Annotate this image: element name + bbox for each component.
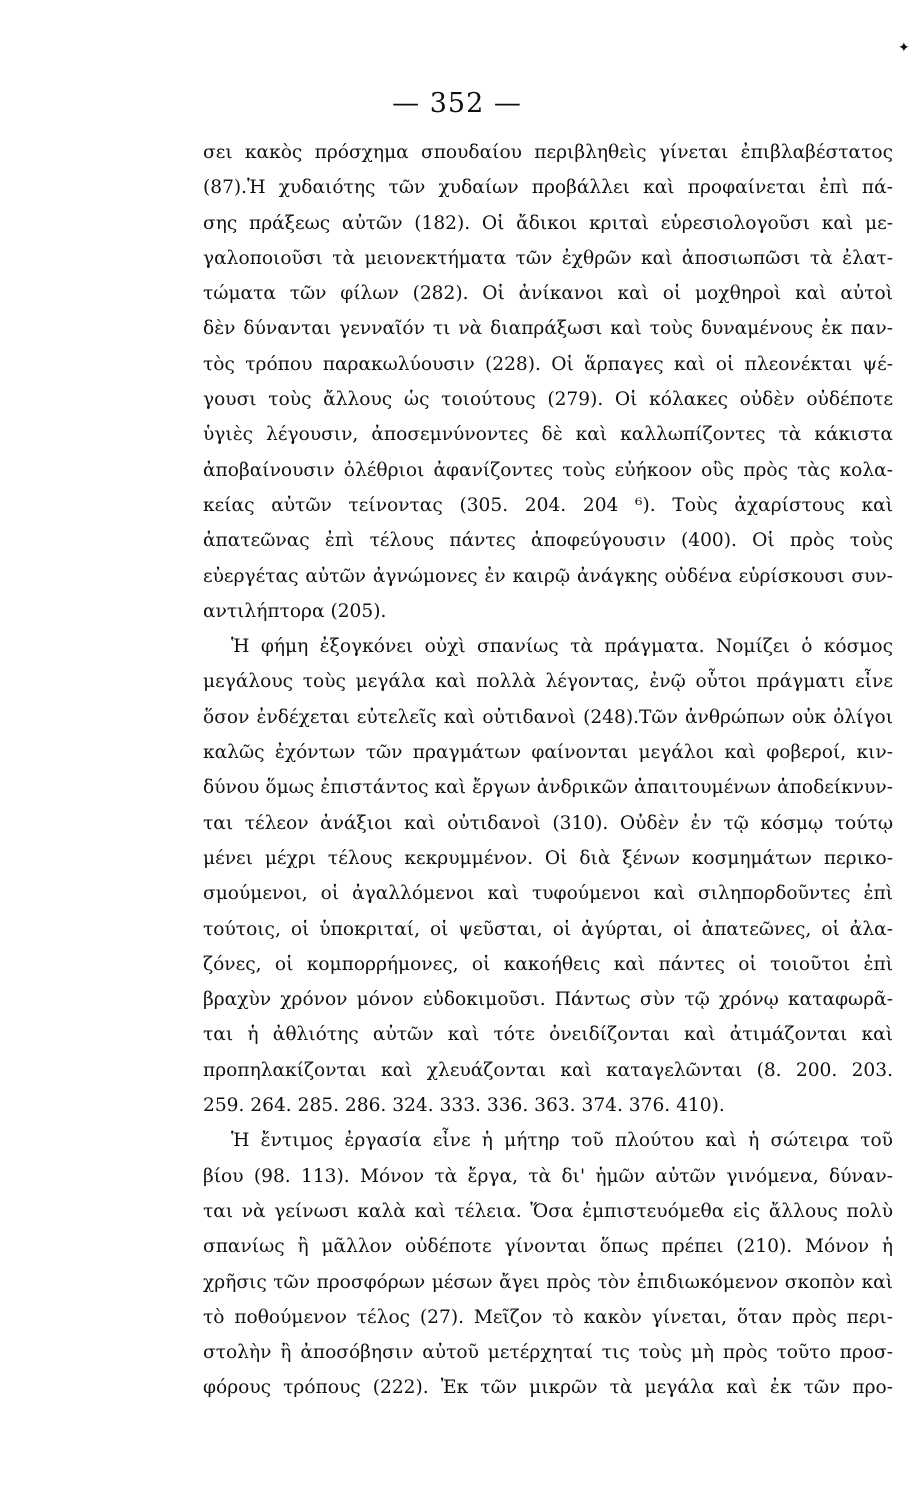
text-line: δύνου ὅμως ἐπιστάντος καὶ ἔργων ἀνδρικῶν ἀπαιτουμένων ἀποδείκνυν- [203,777,893,799]
text-line: βραχὺν χρόνον μόνον εὐδοκιμοῦσι. Πάντως σὺν τῷ χρόνῳ καταφωρᾶ- [203,989,893,1011]
text-line: σει κακὸς πρόσχημα σπουδαίου περιβληθεὶς γίνεται ἐπιβλαβέστατος [203,142,893,163]
text-line: τὸ ποθούμενον τέλος (27). Μεῖζον τὸ κακὸν γίνεται, ὅταν πρὸς περι- [203,1306,893,1328]
text-line: Ἡ φήμη ἐξογκόνει οὐχὶ σπανίως τὰ πράγματα. Νομίζει ὁ κόσμος [231,636,893,658]
text-line: τούτοις, οἱ ὑποκριταί, οἱ ψεῦσται, οἱ ἀγύρται, οἱ ἀπατεῶνες, οἱ ἀλα- [203,918,893,940]
text-line: γαλοποιοῦσι τὰ μειονεκτήματα τῶν ἐχθρῶν καὶ ἀποσιωπῶσι τὰ ἐλατ- [203,247,893,269]
text-line: φόρους τρόπους (222). Ἐκ τῶν μικρῶν τὰ μεγάλα καὶ ἐκ τῶν προ- [203,1377,893,1399]
text-line: ται νὰ γείνωσι καλὰ καὶ τέλεια. Ὅσα ἐμπιστευόμεθα εἰς ἄλλους πολὺ [203,1200,893,1222]
text-line: σμούμενοι, οἱ ἀγαλλόμενοι καὶ τυφούμενοι καὶ σιληπορδοῦντες ἐπὶ [203,883,893,905]
body-text [203,135,893,1406]
text-line: δὲν δύνανται γενναῖόν τι νὰ διαπράξωσι καὶ τοὺς δυναμένους ἐκ παν- [203,318,893,340]
text-line: γουσι τοὺς ἄλλους ὡς τοιούτους (279). Οἱ κόλακες οὐδὲν οὐδέποτε [203,389,893,411]
page-number: — 352 — [392,88,522,119]
text-line: σης πράξεως αὐτῶν (182). Οἱ ἄδικοι κριταὶ εὑρεσιολογοῦσι καὶ με- [203,212,893,234]
text-line: 259. 264. 285. 286. 324. 333. 336. 363. 374. 376. 410). [203,1095,725,1117]
text-line: μεγάλους τοὺς μεγάλα καὶ πολλὰ λέγοντας, ἐνῷ οὗτοι πράγματι εἶνε [203,671,893,693]
text-line: ζόνες, οἱ κομπορρήμονες, οἱ κακοήθεις καὶ πάντες οἱ τοιοῦτοι ἐπὶ [203,953,893,975]
text-line: ἀποβαίνουσιν ὀλέθριοι ἀφανίζοντες τοὺς εὐήκοον οὓς πρὸς τὰς κολα- [203,459,893,481]
text-line: Ἡ ἔντιμος ἐργασία εἶνε ἡ μήτηρ τοῦ πλούτου καὶ ἡ σώτειρα τοῦ [231,1130,893,1152]
text-line: βίου (98. 113). Μόνον τὰ ἔργα, τὰ δι' ἡμῶν αὐτῶν γινόμενα, δύναν- [203,1165,893,1187]
text-line: μένει μέχρι τέλους κεκρυμμένον. Οἱ διὰ ξένων κοσμημάτων περικο- [203,847,893,869]
text-line: ται ἡ ἀθλιότης αὐτῶν καὶ τότε ὀνειδίζονται καὶ ἀτιμάζονται καὶ [203,1024,893,1046]
text-line: χρῆσις τῶν προσφόρων μέσων ἄγει πρὸς τὸν ἐπιδιωκόμενον σκοπὸν καὶ [203,1271,893,1293]
text-line: σπανίως ἢ μᾶλλον οὐδέποτε γίνονται ὅπως πρέπει (210). Μόνον ἡ [203,1236,893,1258]
text-line: εὐεργέτας αὐτῶν ἀγνώμονες ἐν καιρῷ ἀνάγκης οὐδένα εὑρίσκουσι συν- [203,565,893,587]
text-line: καλῶς ἐχόντων τῶν πραγμάτων φαίνονται μεγάλοι καὶ φοβεροί, κιν- [203,742,893,764]
text-line: (87).Ἡ χυδαιότης τῶν χυδαίων προβάλλει καὶ προφαίνεται ἐπὶ πά- [203,177,893,199]
text-line: ὑγιὲς λέγουσιν, ἀποσεμνύνοντες δὲ καὶ καλλωπίζοντες τὰ κάκιστα [203,424,893,446]
text-line: ὅσον ἐνδέχεται εὐτελεῖς καὶ οὐτιδανοὶ (248).Τῶν ἀνθρώπων οὐκ ὀλίγοι [203,706,893,728]
text-line: ται τέλεον ἀνάξιοι καὶ οὐτιδανοὶ (310). Οὐδὲν ἐν τῷ κόσμῳ τούτῳ [203,812,893,834]
text-line: προπηλακίζονται καὶ χλευάζονται καὶ καταγελῶνται (8. 200. 203. [203,1059,893,1081]
text-line: τὸς τρόπου παρακωλύουσιν (228). Οἱ ἅρπαγες καὶ οἱ πλεονέκται ψέ- [203,353,893,375]
text-line: ἀπατεῶνας ἐπὶ τέλους πάντες ἀποφεύγουσιν (400). Οἱ πρὸς τοὺς [203,530,893,552]
margin-speck: ✦ [898,40,910,56]
text-line: τώματα τῶν φίλων (282). Οἱ ἀνίκανοι καὶ οἱ μοχθηροὶ καὶ αὐτοὶ [203,283,893,305]
text-line: αντιλήπτορα (205). [203,600,387,622]
text-line: κείας αὐτῶν τείνοντας (305. 204. 204 ⁶). Τοὺς ἀχαρίστους καὶ [203,494,893,516]
text-line: στολὴν ἢ ἀποσόβησιν αὐτοῦ μετέρχηταί τις τοὺς μὴ πρὸς τοῦτο προσ- [203,1342,893,1364]
